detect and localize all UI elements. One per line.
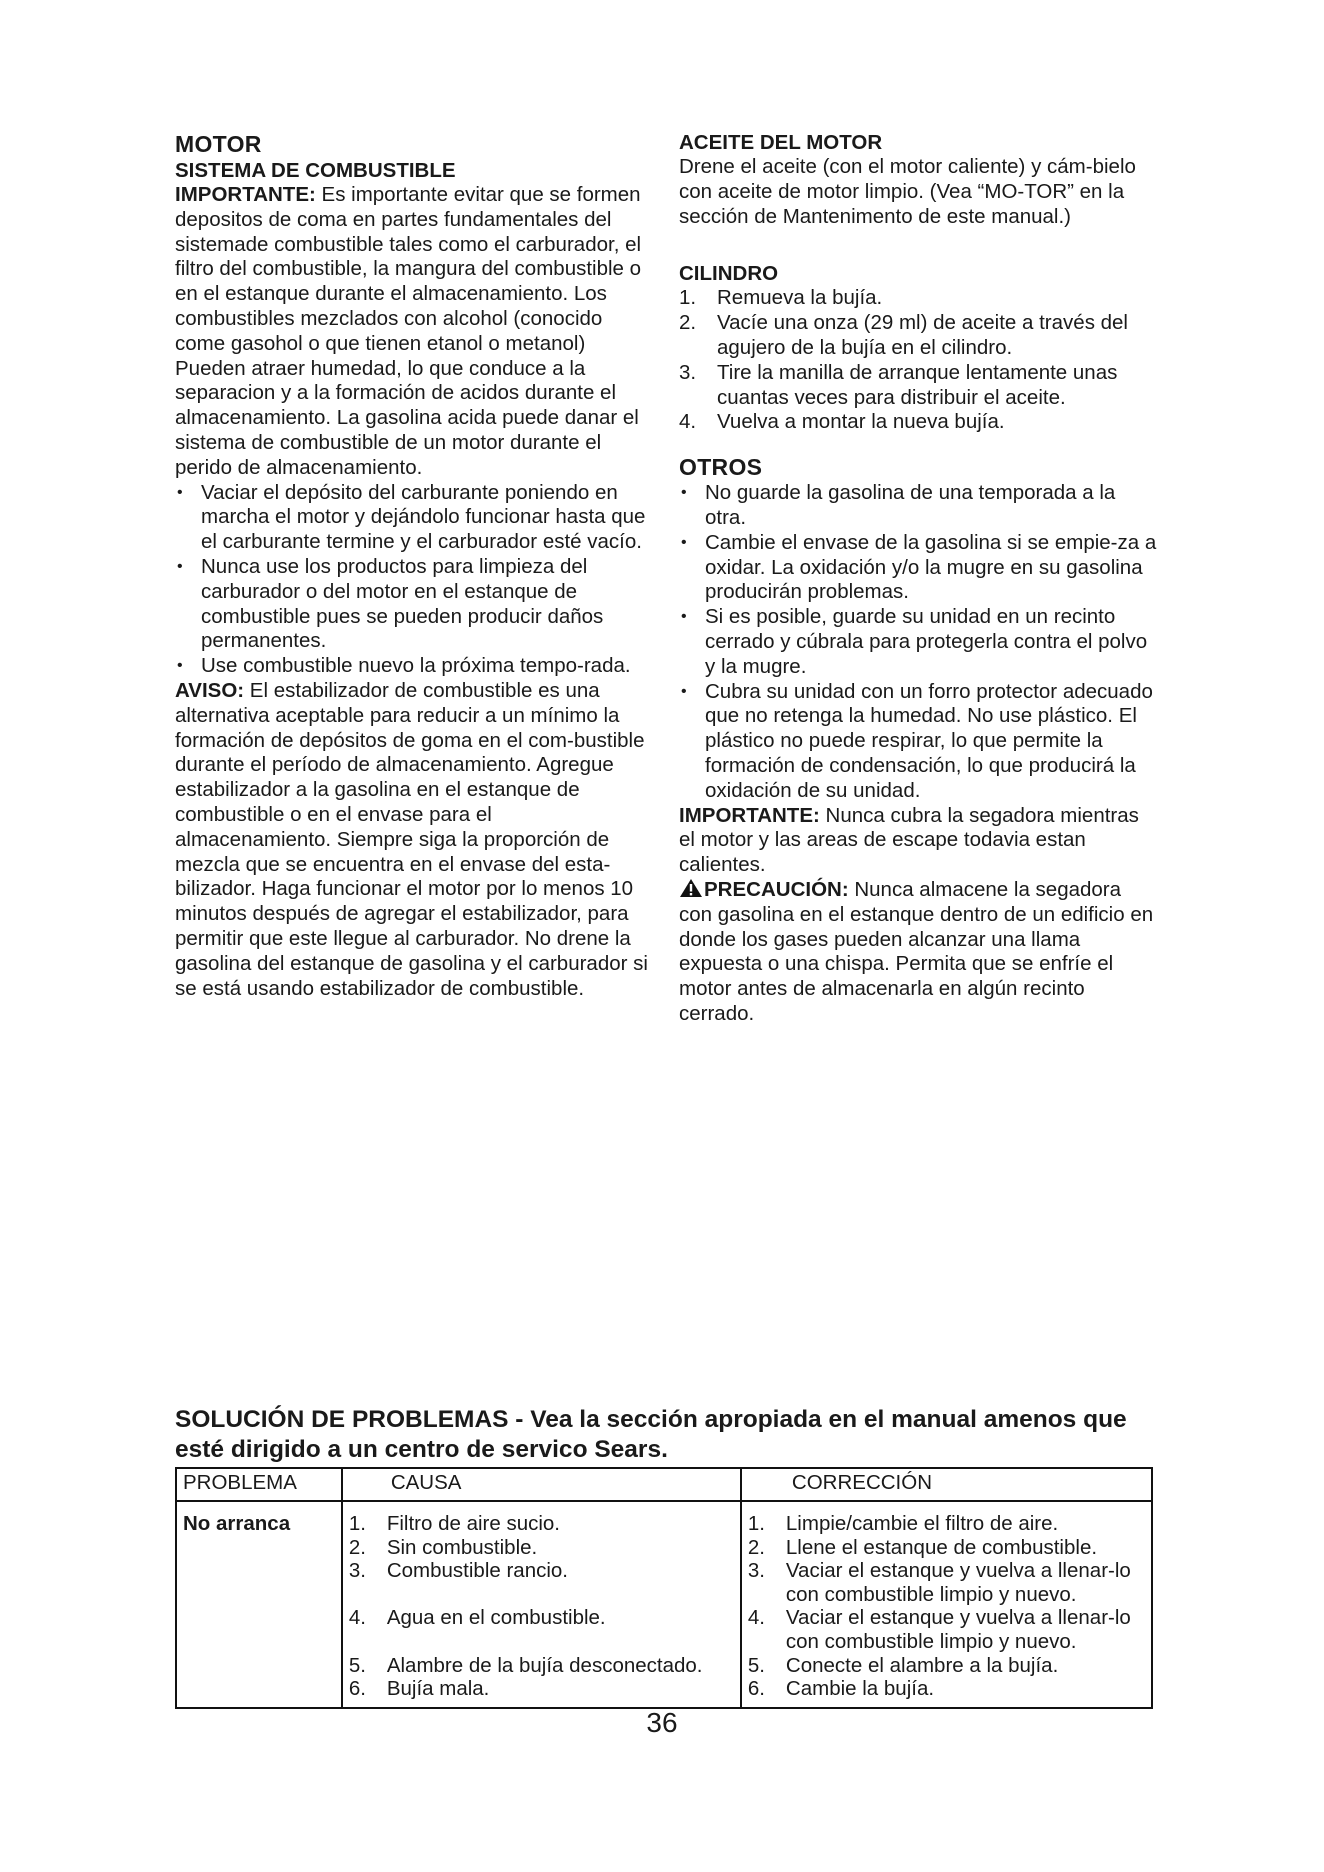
otros-title: OTROS — [679, 454, 763, 481]
troubleshooting-title-line1: SOLUCIÓN DE PROBLEMAS - Vea la sección apropiada en el manual amenos que — [175, 1406, 1127, 1433]
item-text: Cambie la bujía. — [785, 1677, 935, 1701]
item-number: 1. — [747, 1512, 766, 1535]
important-text: Nunca cubra la segadora mientras el motor y las areas de escape todavia estan calientes. — [679, 803, 1139, 877]
item-number: 6. — [348, 1677, 366, 1701]
motor-title: MOTOR — [175, 131, 262, 157]
header-correction: CORRECCIÓN — [741, 1468, 1152, 1501]
list-item: • No guarde la gasolina de una temporada a la otra. — [679, 481, 1159, 531]
step-number: 1. — [679, 286, 697, 310]
right-column — [679, 130, 1159, 1027]
list-item: • Cambie el envase de la gasolina si se empie-za a oxidar. La oxidación y/o la mugre en su gasolina producirán problemas. — [679, 531, 1159, 605]
item-text: Limpie/cambie el filtro de aire. — [785, 1512, 1059, 1535]
item-number: 4. — [747, 1606, 766, 1630]
troubleshooting-table — [175, 1467, 1153, 1709]
troubleshooting-title — [175, 1405, 1155, 1465]
list-item — [349, 1654, 734, 1678]
list-item: • Nunca use los productos para limpieza del carburador o del motor en el estanque de combustible pues se pueden producir daños permanentes. — [175, 555, 653, 654]
fuel-important-paragraph — [175, 183, 653, 481]
item-text: Conecte el alambre a la bujía. — [785, 1653, 1059, 1677]
caution-label: PRECAUCIÓN: — [704, 877, 849, 901]
item-text: Bujía mala. — [386, 1677, 490, 1701]
step-number: 2. — [679, 311, 697, 335]
table-row — [176, 1501, 1152, 1708]
list-item — [349, 1677, 734, 1701]
warning-triangle-icon — [679, 878, 703, 898]
table-header-row — [176, 1468, 1152, 1501]
important-label: IMPORTANTE: — [679, 803, 820, 827]
list-item — [349, 1559, 734, 1583]
list-item: • Si es posible, guarde su unidad en un recinto cerrado y cúbrala para protegerla contra el polvo y la mugre. — [679, 605, 1159, 679]
list-item: • Use combustible nuevo la próxima tempo-rada. — [175, 654, 653, 679]
header-problem: PROBLEMA — [176, 1468, 342, 1501]
cause-list — [349, 1512, 734, 1701]
cylinder-steps — [679, 286, 1159, 435]
list-item — [679, 286, 1159, 311]
list-item — [679, 361, 1159, 411]
list-item — [349, 1606, 734, 1630]
item-number: 5. — [747, 1653, 766, 1677]
engine-oil-title: ACEITE DEL MOTOR — [679, 131, 883, 154]
list-item — [748, 1606, 1145, 1653]
list-item: • Cubra su unidad con un forro protector adecuado que no retenga la humedad. No use plástico. El plástico no puede respirar, lo que permite la formación de condensación, lo que producirá la oxidación de su unidad. — [679, 680, 1159, 804]
otros-bullet-list — [679, 481, 1159, 803]
troubleshooting-section — [175, 1405, 1155, 1701]
list-item — [748, 1512, 1145, 1536]
notice-text: El estabilizador de combustible es una alternativa aceptable para reducir a un mínimo la formación de depósitos de goma en el com-bustible durante el período de almacenamiento. Agregue estabilizador a la gasolina en el estanque de combustible o en el envase para el almacenamiento. Siempre siga la proporción de mezcla que se encuentra en el envase del esta-bilizador. Haga funcionar el motor por lo menos 10 minutos después de agregar el estabilizador, para permitir que este llegue al carburador. No drene la gasolina del estanque de gasolina y el carburador si se está usando estabilizador de combustible. — [175, 678, 648, 1000]
item-number: 4. — [348, 1606, 366, 1630]
step-text: Tire la manilla de arranque lentamente unas cuantas veces para distribuir el aceite. — [717, 360, 1118, 409]
item-number: 1. — [348, 1512, 366, 1535]
item-text: Agua en el combustible. — [386, 1606, 606, 1630]
troubleshooting-title-line2: esté dirigido a un centro de servico Sears. — [175, 1436, 668, 1463]
list-item — [349, 1512, 734, 1536]
list-item — [748, 1654, 1145, 1678]
engine-oil-text: Drene el aceite (con el motor caliente) y cám-bielo con aceite de motor limpio. (Vea “MO-TOR” en la sección de Mantenimento de este manual.) — [679, 155, 1136, 228]
important-text: Es importante evitar que se formen depositos de coma en partes fundamentales del sistemade combustible tales como el carburador, el filtro del combustible, la mangura del combustible o en el estanque durante el almacenamiento. Los combustibles mezclados con alcohol (conocido come gasohol o que tienen etanol o metanol) Pueden atraer humedad, lo que conduce a la separacion y a la formación de acidos durante el almacenamiento. La gasolina acida puede danar el sistema de combustible de un motor durante el perido de almacenamiento. — [175, 183, 642, 479]
item-number: 3. — [747, 1559, 766, 1583]
item-number: 6. — [747, 1677, 766, 1701]
item-number: 2. — [747, 1535, 766, 1559]
item-text: Alambre de la bujía desconectado. — [386, 1653, 703, 1677]
cylinder-title: CILINDRO — [679, 262, 779, 286]
left-column — [175, 130, 653, 1001]
cause-cell — [342, 1501, 741, 1708]
header-cause: CAUSA — [342, 1468, 741, 1501]
caution-text: Nunca almacene la segadora con gasolina en el estanque dentro de un edificio en donde los gases pueden alcanzar una llama expuesta o una chispa. Permita que se enfríe el motor antes de almacenarla en algún recinto cerrado. — [679, 877, 1154, 1025]
list-item — [748, 1536, 1145, 1560]
step-number: 3. — [679, 360, 697, 384]
step-number: 4. — [679, 410, 697, 434]
step-text: Vuelva a montar la nueva bujía. — [717, 410, 1005, 434]
important-label: IMPORTANTE: — [175, 183, 316, 206]
item-number: 2. — [348, 1535, 366, 1559]
list-item — [679, 311, 1159, 361]
fuel-system-subtitle: SISTEMA DE COMBUSTIBLE — [175, 159, 456, 182]
page-number: 36 — [646, 1707, 678, 1738]
list-item — [349, 1536, 734, 1560]
item-text: Llene el estanque de combustible. — [785, 1535, 1098, 1559]
item-number: 3. — [348, 1559, 366, 1583]
storage-important-paragraph — [679, 804, 1159, 878]
item-text: Combustible rancio. — [386, 1559, 568, 1583]
item-text: Sin combustible. — [386, 1535, 538, 1559]
caution-paragraph — [679, 878, 1159, 1027]
list-item — [748, 1559, 1145, 1606]
item-text: Vaciar el estanque y vuelva a llenar-lo con combustible limpio y nuevo. — [785, 1606, 1131, 1653]
step-text: Vacíe una onza (29 ml) de aceite a través del agujero de la bujía en el cilindro. — [717, 311, 1128, 359]
item-text: Filtro de aire sucio. — [386, 1512, 561, 1535]
correction-list — [748, 1512, 1145, 1701]
list-item — [748, 1677, 1145, 1701]
item-number: 5. — [348, 1653, 366, 1677]
fuel-bullet-list — [175, 481, 653, 679]
item-text: Vaciar el estanque y vuelva a llenar-lo con combustible limpio y nuevo. — [785, 1559, 1131, 1606]
list-item — [679, 410, 1159, 435]
problem-cell: No arranca — [176, 1501, 342, 1708]
correction-cell — [741, 1501, 1152, 1708]
list-item: • Vaciar el depósito del carburante poniendo en marcha el motor y dejándolo funcionar hasta que el carburante termine y el carburador esté vacío. — [175, 481, 653, 555]
step-text: Remueva la bujía. — [717, 286, 883, 310]
notice-label: AVISO: — [175, 678, 245, 702]
notice-paragraph — [175, 679, 653, 1001]
